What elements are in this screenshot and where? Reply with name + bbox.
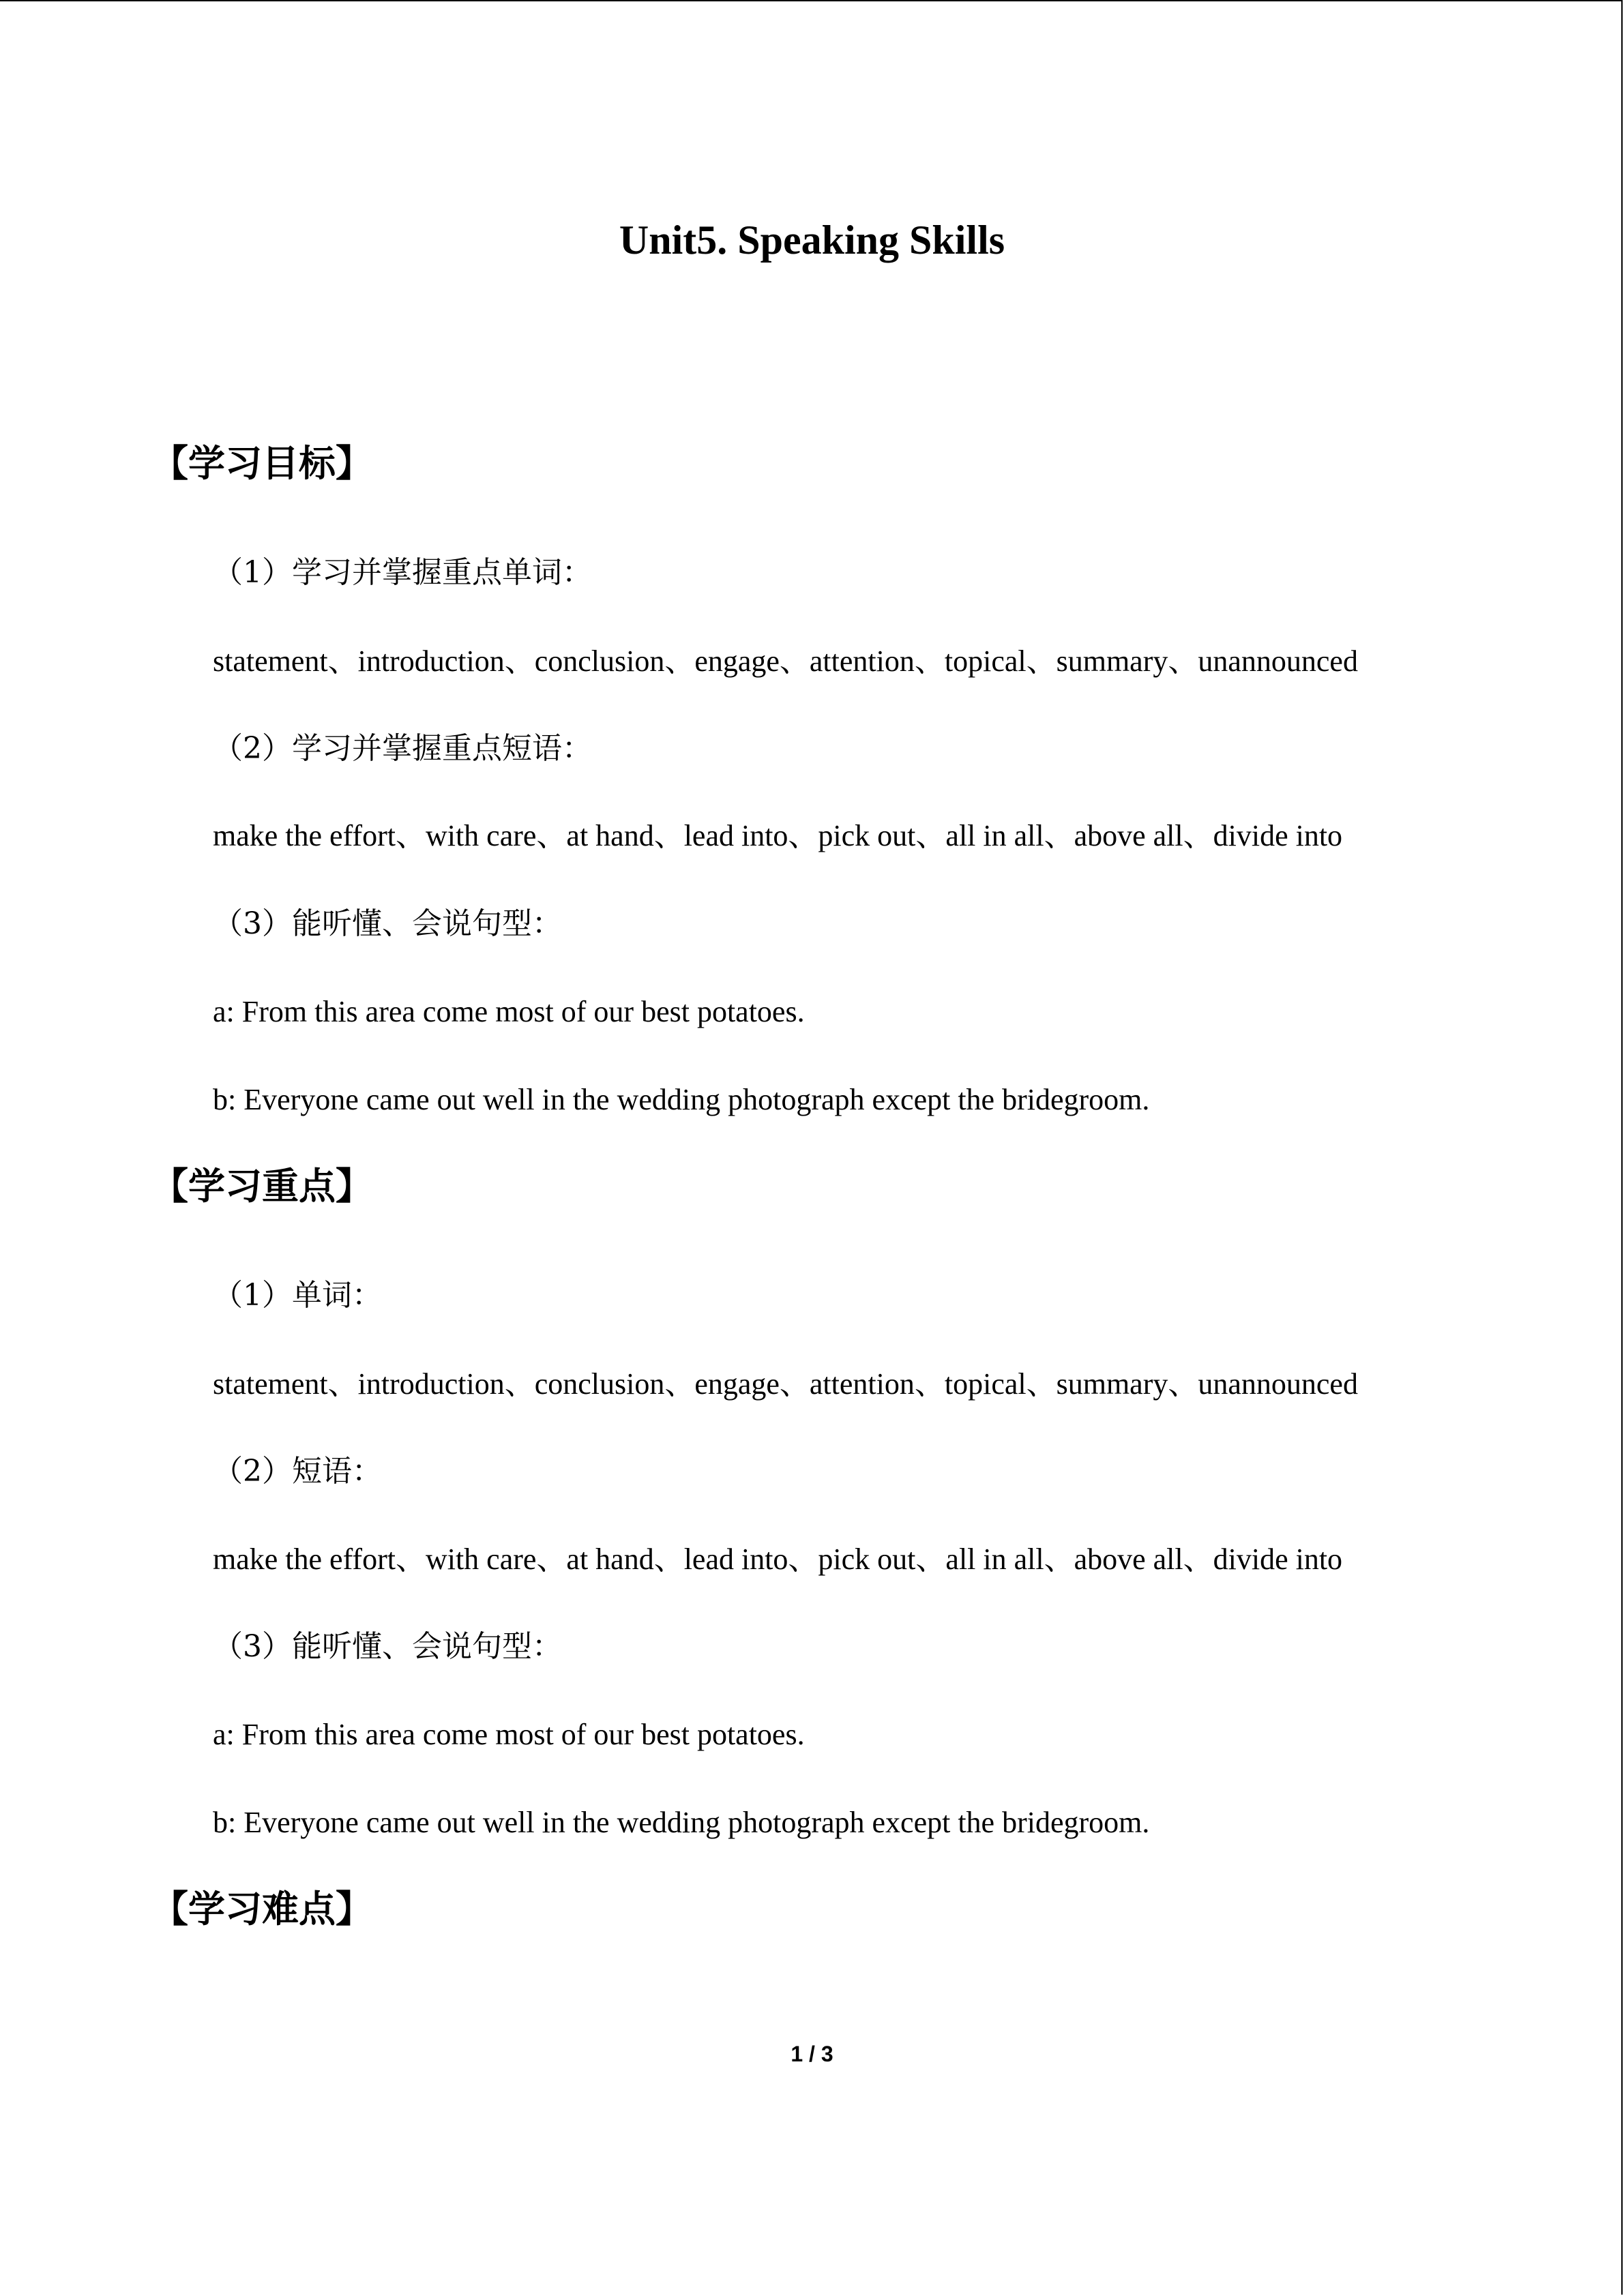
section-heading-key-points: 【学习重点】 (151, 1165, 372, 1208)
document-title: Unit5. Speaking Skills (619, 218, 1005, 263)
objective-item-3: （3）能听懂、会说句型： (213, 906, 562, 941)
key-phrases: make the effort、with care、at hand、lead into、pick out、all in all、above all、divide into (213, 1542, 1343, 1576)
objective-item-1: （1）学习并掌握重点单词： (213, 555, 592, 590)
objective-phrases: make the effort、with care、at hand、lead into、pick out、all in all、above all、divide into (213, 819, 1343, 852)
objective-item-2: （2）学习并掌握重点短语： (213, 731, 592, 766)
key-item-2: （2）短语： (213, 1454, 382, 1489)
key-words: statement、introduction、conclusion、engage、attention、topical、summary、unannounced (213, 1367, 1358, 1401)
objective-sentence-b: b: Everyone came out well in the wedding photograph except the bridegroom. (213, 1083, 1150, 1116)
key-sentence-a: a: From this area come most of our best potatoes. (213, 1718, 805, 1751)
key-item-1: （1）单词： (213, 1278, 382, 1313)
objective-sentence-a: a: From this area come most of our best potatoes. (213, 995, 805, 1028)
page-number: 1 / 3 (791, 2042, 833, 2066)
key-item-3: （3）能听懂、会说句型： (213, 1629, 562, 1664)
objective-words: statement、introduction、conclusion、engage、attention、topical、summary、unannounced (213, 644, 1358, 678)
section-heading-objectives: 【学习目标】 (151, 442, 372, 485)
key-sentence-b: b: Everyone came out well in the wedding photograph except the bridegroom. (213, 1806, 1150, 1839)
section-heading-difficulties: 【学习难点】 (151, 1888, 372, 1930)
